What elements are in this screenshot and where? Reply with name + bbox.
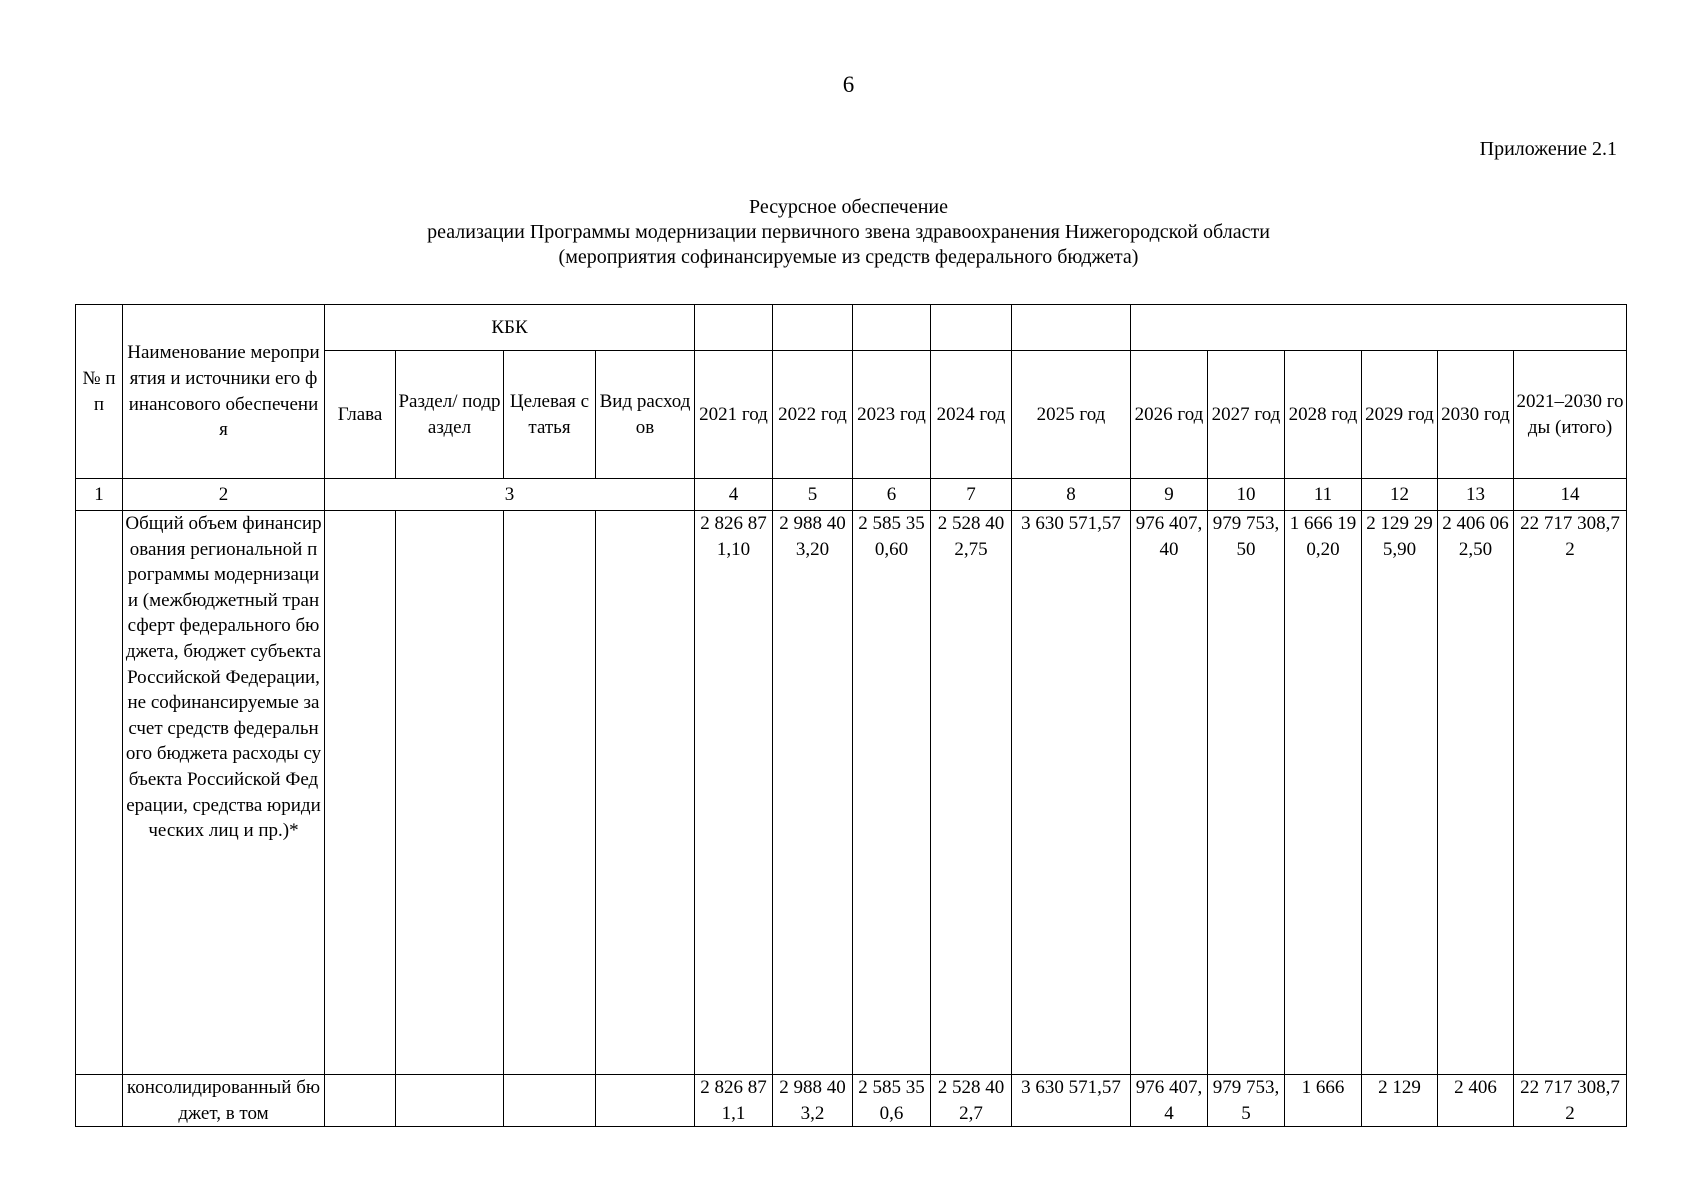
title-line-1: Ресурсное обеспечение [748, 196, 948, 218]
resource-table [75, 304, 1627, 1127]
column-number: 6 [853, 479, 931, 511]
row-value: 979 753,5 [1208, 1075, 1285, 1127]
header-year: 2024 год [931, 351, 1012, 479]
row-total: 22 717 308,72 [1514, 1075, 1627, 1127]
header-year: 2026 год [1131, 351, 1208, 479]
row-value: 2 129 [1362, 1075, 1438, 1127]
header-year: 2030 год [1438, 351, 1514, 479]
column-number: 8 [1012, 479, 1131, 511]
header-empty-cell [931, 305, 1012, 351]
header-empty-cell [1131, 305, 1627, 351]
row-kbk-section [396, 511, 504, 1075]
row-value: 976 407,4 [1131, 1075, 1208, 1127]
header-empty-cell [695, 305, 773, 351]
column-number: 2 [123, 479, 325, 511]
header-year: 2028 год [1285, 351, 1362, 479]
row-kbk-expense-type [596, 511, 695, 1075]
row-value: 3 630 571,57 [1012, 511, 1131, 1075]
row-value: 2 129 295,90 [1362, 511, 1438, 1075]
document-title [0, 195, 1697, 270]
header-empty-cell [853, 305, 931, 351]
row-kbk-section [396, 1075, 504, 1127]
row-value: 3 630 571,57 [1012, 1075, 1131, 1127]
column-number: 4 [695, 479, 773, 511]
row-kbk-chapter [325, 511, 396, 1075]
row-total: 22 717 308,72 [1514, 511, 1627, 1075]
header-kbk-chapter: Глава [325, 351, 396, 479]
row-kbk-chapter [325, 1075, 396, 1127]
numbering-row [76, 479, 1627, 511]
title-line-3: (мероприятия софинансируемые из средств федерального бюджета) [558, 246, 1139, 268]
row-value: 2 826 871,10 [695, 511, 773, 1075]
header-year: 2022 год [773, 351, 853, 479]
column-number: 7 [931, 479, 1012, 511]
header-year: 2021 год [695, 351, 773, 479]
row-value: 2 406 062,50 [1438, 511, 1514, 1075]
row-num [76, 511, 123, 1075]
table-row [76, 511, 1627, 1075]
row-name: Общий объем финансирования региональной программы модернизации (межбюджетный трансферт федерального бюджета, бюджет субъекта Российской Федерации, не софинансируемые за счет средств федерального бюджета расходы субъекта Российской Федерации, средства юридических лиц и пр.)* [123, 511, 325, 1075]
row-kbk-target [504, 511, 596, 1075]
header-empty-cell [773, 305, 853, 351]
column-number: 12 [1362, 479, 1438, 511]
row-num [76, 1075, 123, 1127]
header-kbk-expense-type: Вид расходов [596, 351, 695, 479]
row-value: 2 585 350,60 [853, 511, 931, 1075]
column-number: 14 [1514, 479, 1627, 511]
row-value: 979 753,50 [1208, 511, 1285, 1075]
row-value: 976 407,40 [1131, 511, 1208, 1075]
column-number: 11 [1285, 479, 1362, 511]
header-year: 2027 год [1208, 351, 1285, 479]
header-empty-cell [1012, 305, 1131, 351]
header-year: 2023 год [853, 351, 931, 479]
row-kbk-expense-type [596, 1075, 695, 1127]
page-number: 6 [842, 72, 855, 97]
row-kbk-target [504, 1075, 596, 1127]
column-number: 9 [1131, 479, 1208, 511]
row-value: 2 988 403,20 [773, 511, 853, 1075]
row-value: 2 528 402,7 [931, 1075, 1012, 1127]
header-num: № пп [76, 305, 123, 479]
column-number: 10 [1208, 479, 1285, 511]
header-year: 2029 год [1362, 351, 1438, 479]
column-number: 1 [76, 479, 123, 511]
row-value: 2 826 871,1 [695, 1075, 773, 1127]
column-number: 3 [325, 479, 695, 511]
row-value: 2 585 350,6 [853, 1075, 931, 1127]
row-value: 1 666 190,20 [1285, 511, 1362, 1075]
row-value: 2 528 402,75 [931, 511, 1012, 1075]
column-number: 5 [773, 479, 853, 511]
header-kbk-section: Раздел/ подраздел [396, 351, 504, 479]
header-kbk: КБК [325, 305, 695, 351]
title-line-2: реализации Программы модернизации первичного звена здравоохранения Нижегородской области [427, 221, 1270, 243]
row-value: 2 406 [1438, 1075, 1514, 1127]
column-number: 13 [1438, 479, 1514, 511]
header-name: Наименование мероприятия и источники его финансового обеспечения [123, 305, 325, 479]
header-total: 2021–2030 годы (итого) [1514, 351, 1627, 479]
row-name: консолидированный бюджет, в том [123, 1075, 325, 1127]
header-kbk-target: Целевая статья [504, 351, 596, 479]
header-row-1 [76, 305, 1627, 351]
table-row [76, 1075, 1627, 1127]
header-year: 2025 год [1012, 351, 1131, 479]
row-value: 1 666 [1285, 1075, 1362, 1127]
appendix-label: Приложение 2.1 [1479, 138, 1617, 160]
row-value: 2 988 403,2 [773, 1075, 853, 1127]
